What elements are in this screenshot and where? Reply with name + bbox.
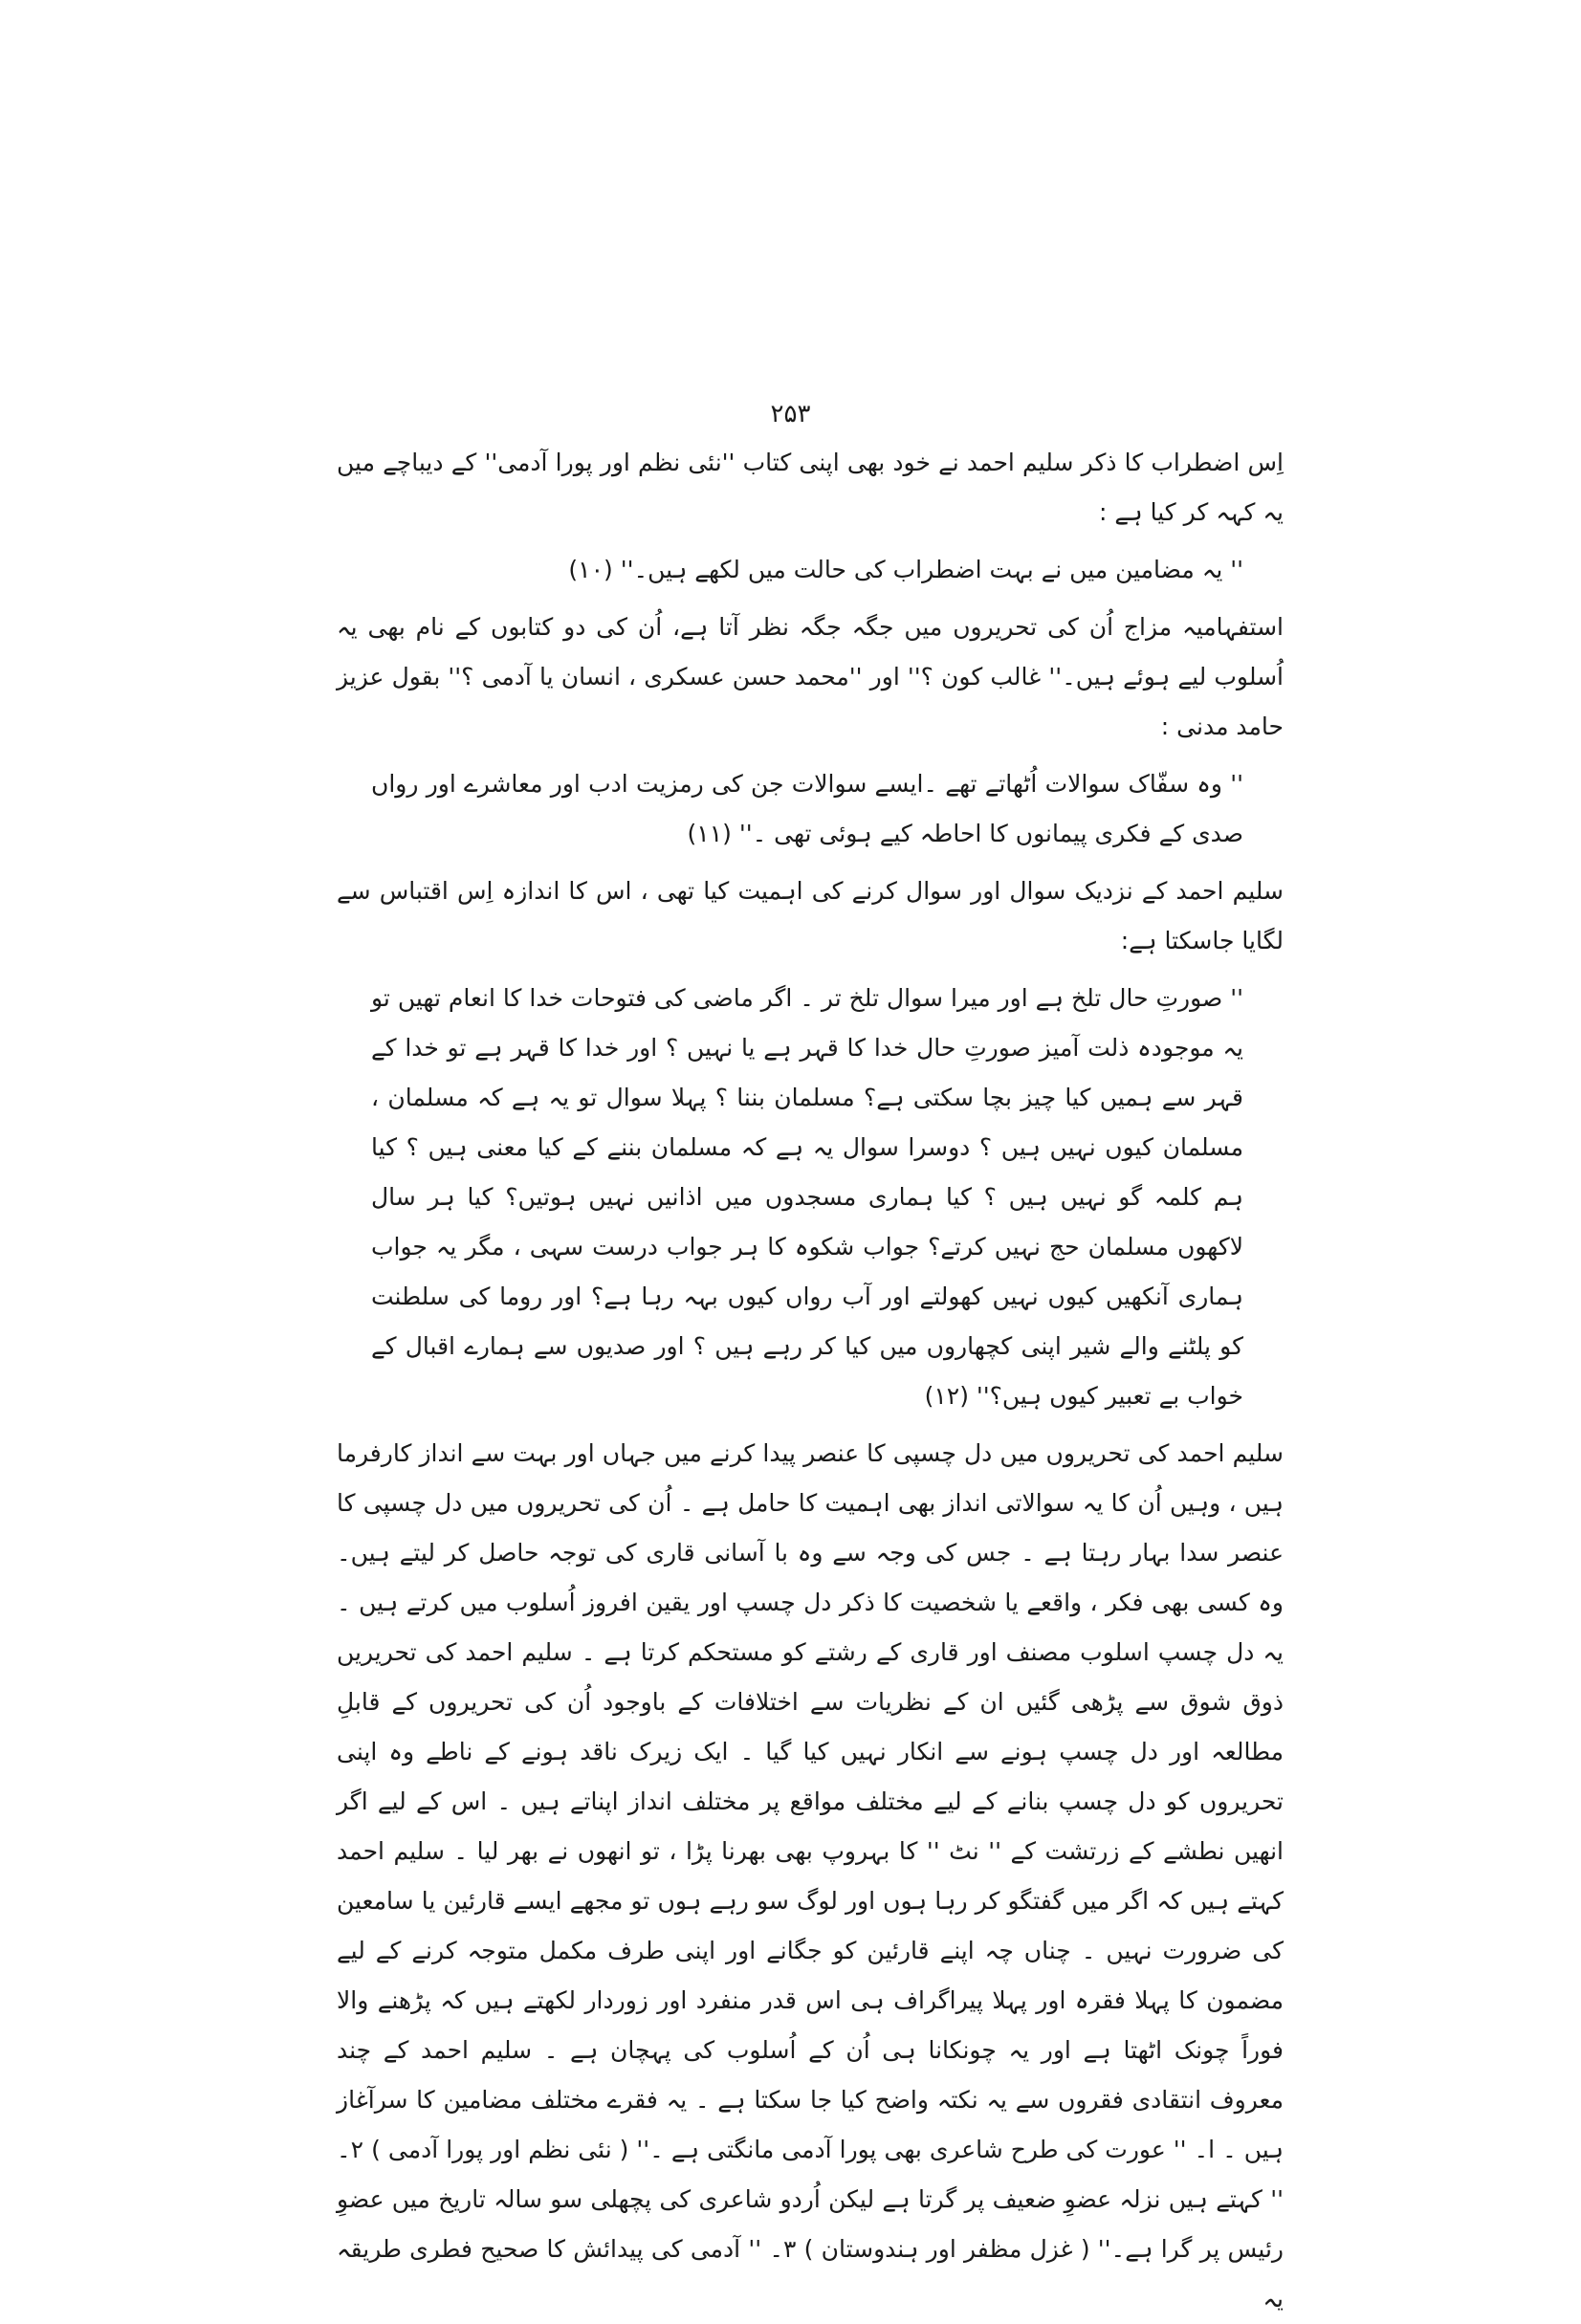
paragraph-style-interest: سلیم احمد کی تحریروں میں دل چسپی کا عنصر پیدا کرنے میں جہاں اور بہت سے انداز کارفرما ہیں ، وہیں اُن کا یہ سوالاتی انداز بھی اہمیت کا حامل ہے ۔ اُن کی تحریروں میں دل چسپی کا عنصر سدا بہار رہتا ہے ۔ جس کی وجہ سے وہ با آسانی قاری کی توجہ حاصل کر لیتے ہیں۔ وہ کسی بھی فکر ، واقعے یا شخصیت کا ذکر دل چسپ اور یقین افروز اُسلوب میں کرتے ہیں ۔ یہ دل چسپ اسلوب مصنف اور قاری کے رشتے کو مستحکم کرتا ہے ۔ سلیم احمد کی تحریریں ذوق شوق سے پڑھی گئیں ان کے نظریات سے اختلافات کے باوجود اُن کی تحریروں کے قابلِ مطالعہ اور دل چسپ ہونے سے انکار نہیں کیا گیا ۔ ایک زیرک ناقد ہونے کے ناطے وہ اپنی تحریروں کو دل چسپ بنانے کے لیے مختلف مواقع پر مختلف انداز اپناتے ہیں ۔ اس کے لیے اگر انھیں نطشے کے زرتشت کے '' نٹ '' کا بہروپ بھی بھرنا پڑا ، تو انھوں نے بھر لیا ۔ سلیم احمد کہتے ہیں کہ اگر میں گفتگو کر رہا ہوں اور لوگ سو رہے ہوں تو مجھے ایسے قارئین یا سامعین کی ضرورت نہیں ۔ چناں چہ اپنے قارئین کو جگانے اور اپنی طرف مکمل متوجہ کرنے کے لیے مضمون کا پہلا فقرہ اور پہلا پیراگراف ہی اس قدر منفرد اور زوردار لکھتے ہیں کہ پڑھنے والا فوراً چونک اٹھتا ہے اور یہ چونکانا ہی اُن کے اُسلوب کی پہچان ہے ۔ سلیم احمد کے چند معروف انتقادی فقروں سے یہ نکتہ واضح کیا جا سکتا ہے ۔ یہ فقرے مختلف مضامین کا سرآغاز ہیں ۔ ا۔ '' عورت کی طرح شاعری بھی پورا آدمی مانگتی ہے ۔'' ( نئی نظم اور پورا آدمی ) ۲۔ '' کہتے ہیں نزلہ عضوِ ضعیف پر گرتا ہے لیکن اُردو شاعری کی پچھلی سو سالہ تاریخ میں عضوِ رئیس پر گرا ہے۔'' ( غزل مظفر اور ہندوستان ) ۳۔ '' آدمی کی پیدائش کا صحیح فطری طریقہ یہ (337, 1439, 1284, 2313)
paragraph-importance-of-question: سلیم احمد کے نزدیک سوال اور سوال کرنے کی اہمیت کیا تھی ، اس کا اندازہ اِس اقتباس سے لگایا جاسکتا ہے: (337, 877, 1284, 954)
page-content (337, 438, 1284, 2324)
block-quote-11: '' وہ سفّاک سوالات اُٹھاتے تھے ۔ایسے سوالات جن کی رمزیت ادب اور معاشرے اور رواں صدی کے فکری پیمانوں کا احاطہ کیے ہوئی تھی ۔'' (۱۱) (371, 770, 1243, 847)
block-quote-10: '' یہ مضامین میں نے بہت اضطراب کی حالت میں لکھے ہیں۔'' (۱۰) (568, 556, 1243, 583)
page-number: ۲۵۳ (770, 400, 811, 428)
paragraph-intro: اِس اضطراب کا ذکر سلیم احمد نے خود بھی اپنی کتاب ''نئی نظم اور پورا آدمی'' کے دیباچے میں یہ کہہ کر کیا ہے : (337, 449, 1284, 526)
paragraph-interrogative-temperament: استفہامیہ مزاج اُن کی تحریروں میں جگہ جگہ نظر آتا ہے، اُن کی دو کتابوں کے نام بھی یہ اُسلوب لیے ہوئے ہیں۔'' غالب کون ؟'' اور ''محمد حسن عسکری ، انسان یا آدمی ؟'' بقول عزیز حامد مدنی : (337, 613, 1284, 740)
block-quote-12: '' صورتِ حال تلخ ہے اور میرا سوال تلخ تر ۔ اگر ماضی کی فتوحات خدا کا انعام تھیں تو یہ موجودہ ذلت آمیز صورتِ حال خدا کا قہر ہے یا نہیں ؟ اور خدا کا قہر ہے تو خدا کے قہر سے ہمیں کیا چیز بچا سکتی ہے؟ مسلمان بننا ؟ پہلا سوال تو یہ ہے کہ مسلمان ، مسلمان کیوں نہیں ہیں ؟ دوسرا سوال یہ ہے کہ مسلمان بننے کے کیا معنی ہیں ؟ کیا ہم کلمہ گو نہیں ہیں ؟ کیا ہماری مسجدوں میں اذانیں نہیں ہوتیں؟ کیا ہر سال لاکھوں مسلمان حج نہیں کرتے؟ جواب شکوہ کا ہر جواب درست سہی ، مگر یہ جواب ہماری آنکھیں کیوں نہیں کھولتے اور آب رواں کیوں بہہ رہا ہے؟ اور روما کی سلطنت کو پلٹنے والے شیر اپنی کچھاروں میں کیا کر رہے ہیں ؟ اور صدیوں سے ہمارے اقبال کے خواب بے تعبیر کیوں ہیں؟'' (۱۲) (371, 984, 1243, 1410)
